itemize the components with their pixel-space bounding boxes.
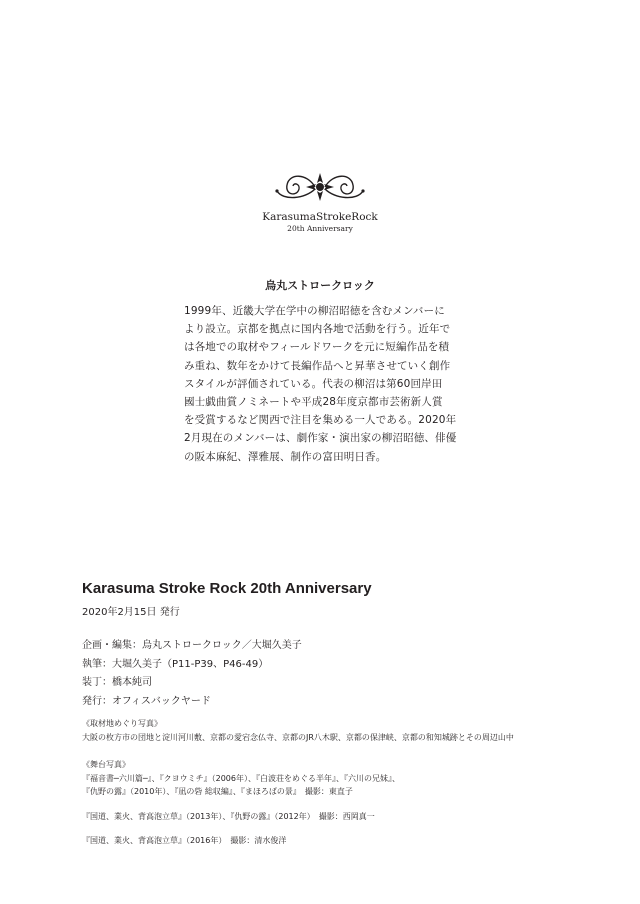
credit-line: 企画・編集：烏丸ストロークロック／大堀久美子 [82,640,302,651]
bio-line: み重ね、数年をかけて長編作品へと昇華させていく創作 [184,359,451,372]
bio-line: 1999年、近畿大学在学中の柳沼昭徳を含むメンバーに [184,305,445,317]
credit-line: 執筆：大堀久美子（P11-P39、P46-49） [82,658,269,670]
group-logo [260,165,380,255]
bio-line: より設立。京都を拠点に国内各地で活動を行う。近年で [184,323,451,336]
credit-line: 発行：オフィスバックヤード [82,695,211,707]
location-photo-text: 大阪の枚方市の団地と淀川河川敷、京都の愛宕念仏寺、京都のJR八木駅、京都の保津峡、京都の和知城跡とその周辺山中 [82,732,514,742]
logo-subtitle: 20th Anniversary [287,224,353,233]
ornament-icon [265,165,375,209]
location-photo-heading: 《取材地めぐり写真》 [82,719,162,728]
credits-list [82,637,302,711]
stage-photo-line: 『仇野の露』（2010年）、『凪の砦 総収編』、『まほろばの景』 撮影：東直子 [82,787,353,796]
stage-photo-credit-2: 『国道、業火、背高泡立草』（2013年）、『仇野の露』（2012年） 撮影：西岡真一 [82,812,375,821]
stage-photo-line: 『福音書─六川篇─』、『クヨウミチ』（2006年）、『白波荘をめぐる半年』、『六川の兄妹』、 [82,773,400,783]
stage-photo-heading: 《舞台写真》 [82,760,130,769]
bio-line: は各地での取材やフィールドワークを元に短編作品を積 [184,341,450,354]
bio-line: スタイルが評価されている。代表の柳沼は第60回岸田 [184,377,443,390]
bio-line: 國士戯曲賞ノミネートや平成28年度京都市芸術新人賞 [184,396,443,409]
group-bio [184,302,460,466]
publication-date: 2020年2月15日 発行 [82,607,180,618]
bio-line: を受賞するなど関西で注目を集める一人である。2020年 [184,414,457,427]
group-name-heading: 烏丸ストロークロック [265,279,375,292]
bio-line: の阪本麻紀、澤雅展、制作の富田明日香。 [184,450,387,463]
book-title: Karasuma Stroke Rock 20th Anniversary [82,580,372,597]
logo-name: KarasumaStrokeRock [262,211,378,223]
credit-line: 装丁：橋本純司 [82,677,152,688]
stage-photo-credits [82,758,400,799]
location-photo-credits [82,717,514,744]
stage-photo-credit-3: 『国道、業火、背高泡立草』（2016年） 撮影：清水俊洋 [82,836,287,845]
bio-line: 2月現在のメンバーは、劇作家・演出家の柳沼昭徳、俳優 [184,432,457,445]
